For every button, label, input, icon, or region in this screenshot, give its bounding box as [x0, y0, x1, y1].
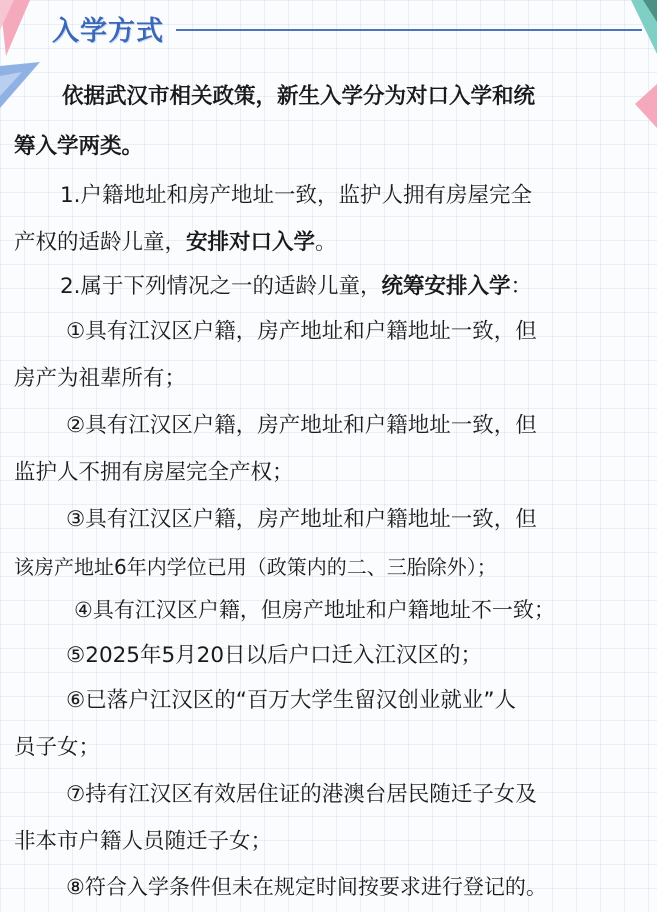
rule2-emphasis: 统筹安排入学	[381, 274, 511, 299]
rule1-line-2	[14, 228, 337, 258]
list-item-6-line-1: ⑥已落户江汉区的“百万大学生留汉创业就业”人	[66, 688, 517, 713]
list-item-3-line-1: ③具有江汉区户籍，房产地址和户籍地址一致，但	[66, 507, 537, 532]
list-item-2-line-1: ②具有江汉区户籍，房产地址和户籍地址一致，但	[66, 413, 537, 438]
decorative-triangle-right	[635, 84, 657, 130]
header-divider	[176, 29, 642, 31]
list-item-5-line-1: ⑤2025年5月20日以后户口迁入江汉区的；	[66, 643, 483, 668]
list-item-4-line-1: ④具有江汉区户籍，但房产地址和户籍地址不一致；	[74, 598, 555, 622]
list-item-6-line-2: 员子女；	[14, 735, 101, 760]
list-item-7-line-1: ⑦持有江汉区有效居住证的港澳台居民随迁子女及	[66, 782, 537, 807]
decorative-triangle-left	[0, 62, 40, 110]
rule2-end: ：	[510, 274, 533, 299]
rule1-end: 。	[315, 230, 337, 255]
rule2-text: 2.属于下列情况之一的适龄儿童，	[60, 274, 382, 299]
section-title: 入学方式	[52, 15, 164, 47]
section-header	[52, 8, 642, 48]
rule1-emphasis: 安排对口入学	[186, 230, 316, 255]
list-item-8-line-1: ⑧符合入学条件但未在规定时间按要求进行登记的。	[66, 875, 547, 899]
intro-line-2: 筹入学两类。	[14, 134, 144, 159]
intro-line-1: 依据武汉市相关政策，新生入学分为对口入学和统	[62, 84, 536, 109]
list-item-1-line-1: ①具有江汉区户籍，房产地址和户籍地址一致，但	[66, 319, 537, 344]
list-item-1-line-2: 房产为祖辈所有；	[14, 366, 187, 391]
list-item-3-line-2: 该房产地址6年内学位已用（政策内的二、三胎除外）；	[14, 555, 497, 579]
list-item-2-line-2: 监护人不拥有房屋完全产权；	[14, 460, 294, 485]
list-item-7-line-2: 非本市户籍人员随迁子女；	[14, 829, 273, 854]
rule1-line-1: 1.户籍地址和房产地址一致，监护人拥有房屋完全	[60, 183, 533, 208]
rule1-text: 产权的适龄儿童，	[14, 230, 187, 255]
decorative-triangle-top-left	[0, 0, 40, 60]
rule2-line	[60, 272, 532, 302]
